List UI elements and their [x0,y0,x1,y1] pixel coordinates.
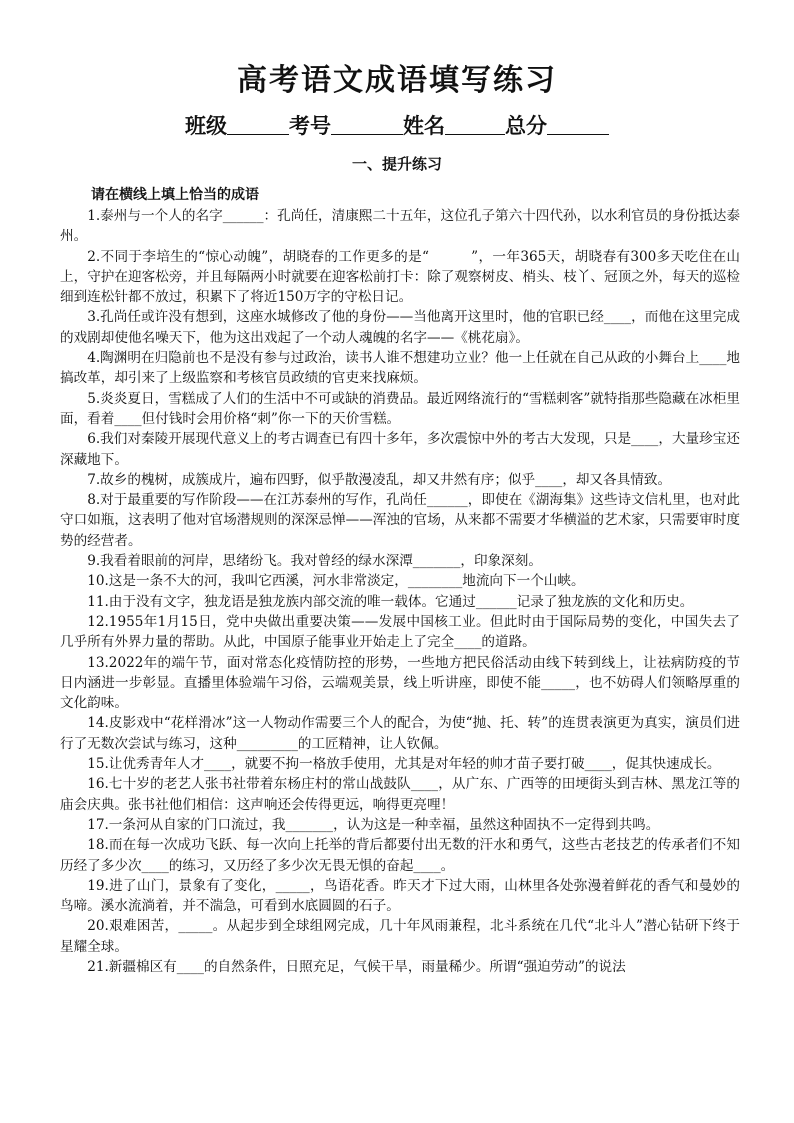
question-item: 7.故乡的槐树，成簇成片，遍布四野，似乎散漫凌乱，却又井然有序；似乎____，却又各具情致。 [87,471,672,488]
question-item: 4.陶渊明在归隐前也不是没有参与过政治，读书人谁不想建功立业？他一上任就在自己从政的小舞台上____地搞改革，却引来了上级监察和考核官员政绩的官吏来找麻烦。 [60,350,740,387]
question-item: 11.由于没有文字，独龙语是独龙族内部交流的唯一载体。它通过______记录了独龙族的文化和历史。 [87,593,694,610]
question-item: 13.2022年的端午节，面对常态化疫情防控的形势，一些地方把民俗活动由线下转到线上，让祛病防疫的节日内涵进一步彰显。直播里体验端午习俗，云端观美景，线上听讲座，即使不能_____，也不妨碍人们领略厚重的文化韵味。 [60,654,740,712]
question-item: 9.我看着眼前的河岸，思绪纷飞。我对曾经的绿水深潭_______，印象深刻。 [87,553,542,570]
student-info-line [0,112,794,140]
question-item: 17.一条河从自家的门口流过，我_______，认为这是一种幸福，虽然这种固执不一定得到共鸣。 [87,816,660,833]
question-item: 5.炎炎夏日，雪糕成了人们的生活中不可或缺的消费品。最近网络流行的“雪糕刺客”就特指那些隐藏在冰柜里面，看着____但付钱时会用价格“刺”你一下的天价雪糕。 [60,390,740,427]
question-item: 15.让优秀青年人才____，就要不拘一格放手使用，尤其是对年轻的帅才苗子要打破____，促其快速成长。 [87,756,721,773]
instruction-text: 请在横线上填上恰当的成语 [91,187,259,203]
question-item: 19.进了山门，景象有了变化，_____，鸟语花香。昨天才下过大雨，山林里各处弥漫着鲜花的香气和曼妙的鸟啼。溪水流淌着，并不湍急，可看到水底圆圆的石子。 [60,877,740,915]
question-item: 6.我们对秦陵开展现代意义上的考古调查已有四十多年，多次震惊中外的考古大发现，只是____，大量珍宝还深藏地下。 [60,431,740,468]
class-blank[interactable] [227,114,289,135]
question-item: 16.七十岁的老艺人张书社带着东杨庄村的常山战鼓队____，从广东、广西等的田埂街头到吉林、黑龙江等的庙会庆典。张书社他们相信：这声响还会传得更远，响得更亮哩！ [60,776,740,813]
question-item: 2.不同于李培生的“惊心动魄”，胡晓春的工作更多的是“ ”，一年365天，胡晓春有300多天吃住在山上，守护在迎客松旁，并且每隔两小时就要在迎客松前打卡：除了观察树皮、梢头、枝丫、冠顶之外，每天的巡检细到连松针都不放过，积累下了将近150万字的守松日记。 [60,248,740,306]
question-item: 12.1955年1月15日，党中央做出重要决策——发展中国核工业。但此时由于国际局势的变化，中国失去了几乎所有外界力量的帮助。从此，中国原子能事业开始走上了完全____的道路。 [60,613,740,651]
class-label: 班级 [185,114,227,138]
number-blank[interactable] [331,114,403,135]
question-item: 20.艰难困苦，_____。从起步到全球组网完成，几十年风雨兼程，北斗系统在几代“北斗人”潜心钻研下终于星耀全球。 [60,918,740,955]
question-item: 3.孔尚任或许没有想到，这座水城修改了他的身份——当他离开这里时，他的官职已经____，而他在这里完成的戏剧却使他名噪天下，他为这出戏起了一个动人魂魄的名字——《桃花扇》。 [60,309,740,346]
question-item: 10.这是一条不大的河，我叫它西溪，河水非常淡定，________地流向下一个山峡。 [87,573,585,590]
question-item: 1.泰州与一个人的名字______：孔尚任，清康熙二十五年，这位孔子第六十四代孙，以水利官员的身份抵达泰州。 [60,208,740,245]
question-item: 14.皮影戏中“花样滑冰”这一人物动作需要三个人的配合，为使“抛、托、转”的连贯表演更为真实，演员们进行了无数次尝试与练习，这种_________的工匠精神，让人钦佩。 [60,715,740,752]
question-item: 21.新疆棉区有____的自然条件，日照充足，气候干旱，雨量稀少。所谓“强迫劳动”的说法 [87,958,626,975]
section-title: 一、提升练习 [351,155,442,173]
score-label: 总分 [505,114,547,138]
number-label: 考号 [289,114,331,138]
question-list [60,206,740,977]
name-blank[interactable] [445,114,505,135]
question-item: 8.对于最重要的写作阶段——在江苏泰州的写作，孔尚任______，即使在《湖海集》这些诗文信札里，也对此守口如瓶，这表明了他对官场潜规则的深深忌惮——浑浊的官场，从来都不需要才华横溢的艺术家，只需要审时度势的经营者。 [60,492,740,549]
question-item: 18.而在每一次成功飞跃、每一次向上托举的背后都要付出无数的汗水和勇气，这些古老技艺的传承者们不知历经了多少次____的练习，又历经了多少次无畏无惧的奋起____。 [60,837,740,874]
page-title: 高考语文成语填写练习 [237,63,557,98]
name-label: 姓名 [403,114,445,138]
score-blank[interactable] [547,114,609,135]
